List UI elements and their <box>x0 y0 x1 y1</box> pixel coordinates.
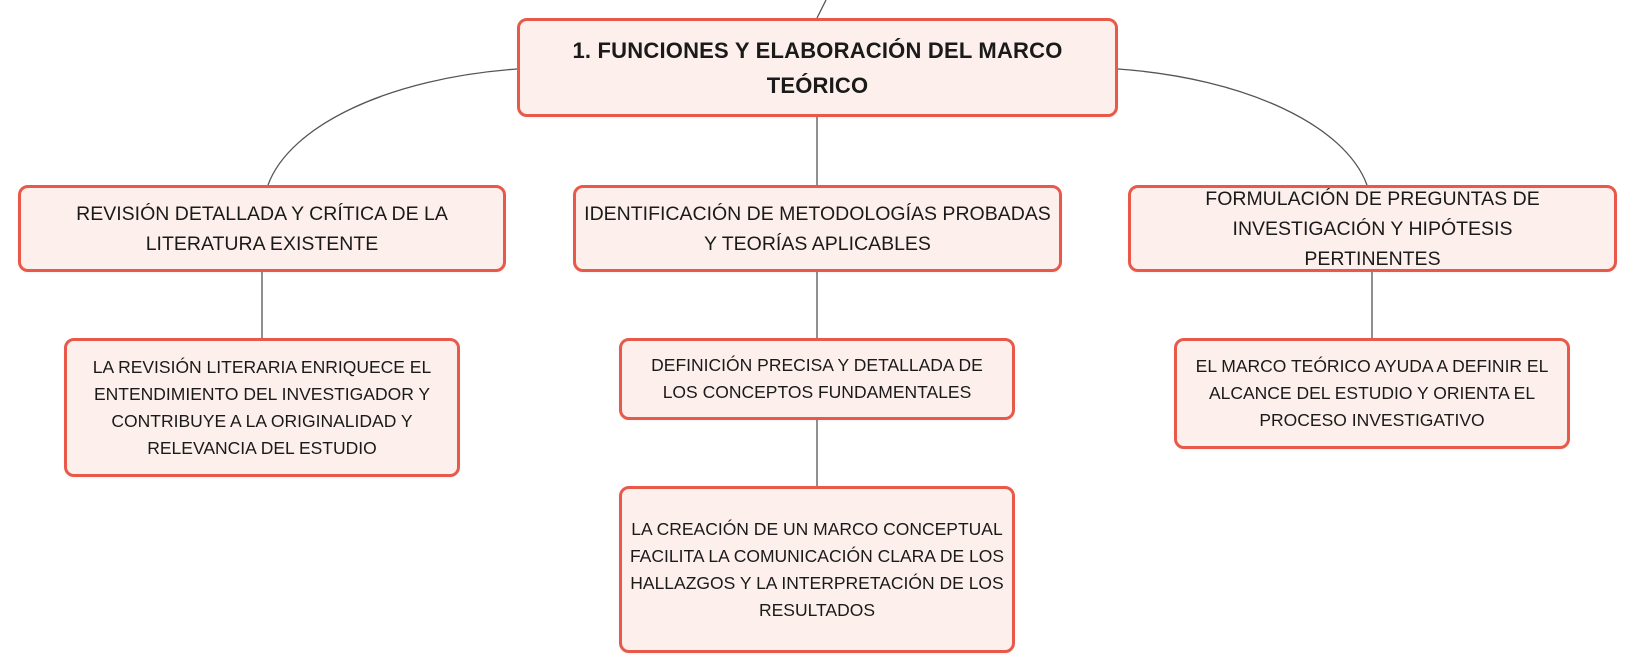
subtopic-node-study-scope[interactable] <box>1174 338 1570 449</box>
subtopic-label: LA REVISIÓN LITERARIA ENRIQUECE EL ENTENDIMIENTO DEL INVESTIGADOR Y CONTRIBUYE A LA ORIGINALIDAD Y RELEVANCIA DEL ESTUDIO <box>92 356 432 458</box>
connector-root-to-branch-1 <box>268 69 517 185</box>
main-topic-label: IDENTIFICACIÓN DE METODOLOGÍAS PROBADAS Y TEORÍAS APLICABLES <box>584 202 1051 255</box>
main-topic-node-methodologies[interactable] <box>573 185 1062 272</box>
subtopic-label: EL MARCO TEÓRICO AYUDA A DEFINIR EL ALCANCE DEL ESTUDIO Y ORIENTA EL PROCESO INVESTIGATIVO <box>1195 356 1549 430</box>
central-topic-label: 1. FUNCIONES Y ELABORACIÓN DEL MARCO TEÓRICO <box>572 37 1063 98</box>
main-topic-label: REVISIÓN DETALLADA Y CRÍTICA DE LA LITERATURA EXISTENTE <box>76 202 448 255</box>
subtopic-node-concept-definition[interactable] <box>619 338 1015 420</box>
subtopic-label: LA CREACIÓN DE UN MARCO CONCEPTUAL FACILITA LA COMUNICACIÓN CLARA DE LOS HALLAZGOS Y LA INTERPRETACIÓN DE LOS RESULTADOS <box>629 518 1005 620</box>
main-topic-node-literature-review[interactable] <box>18 185 506 272</box>
connector-root-to-branch-3 <box>1118 69 1367 185</box>
subtopic-label: DEFINICIÓN PRECISA Y DETALLADA DE LOS CONCEPTOS FUNDAMENTALES <box>651 355 983 402</box>
central-topic-node[interactable] <box>517 18 1118 117</box>
connector-parent-to-root <box>817 0 826 18</box>
subtopic-node-conceptual-framework[interactable] <box>619 486 1015 653</box>
subtopic-node-literature-enrichment[interactable] <box>64 338 460 477</box>
main-topic-label: FORMULACIÓN DE PREGUNTAS DE INVESTIGACIÓN Y HIPÓTESIS PERTINENTES <box>1205 187 1540 270</box>
main-topic-node-research-questions[interactable] <box>1128 185 1617 272</box>
